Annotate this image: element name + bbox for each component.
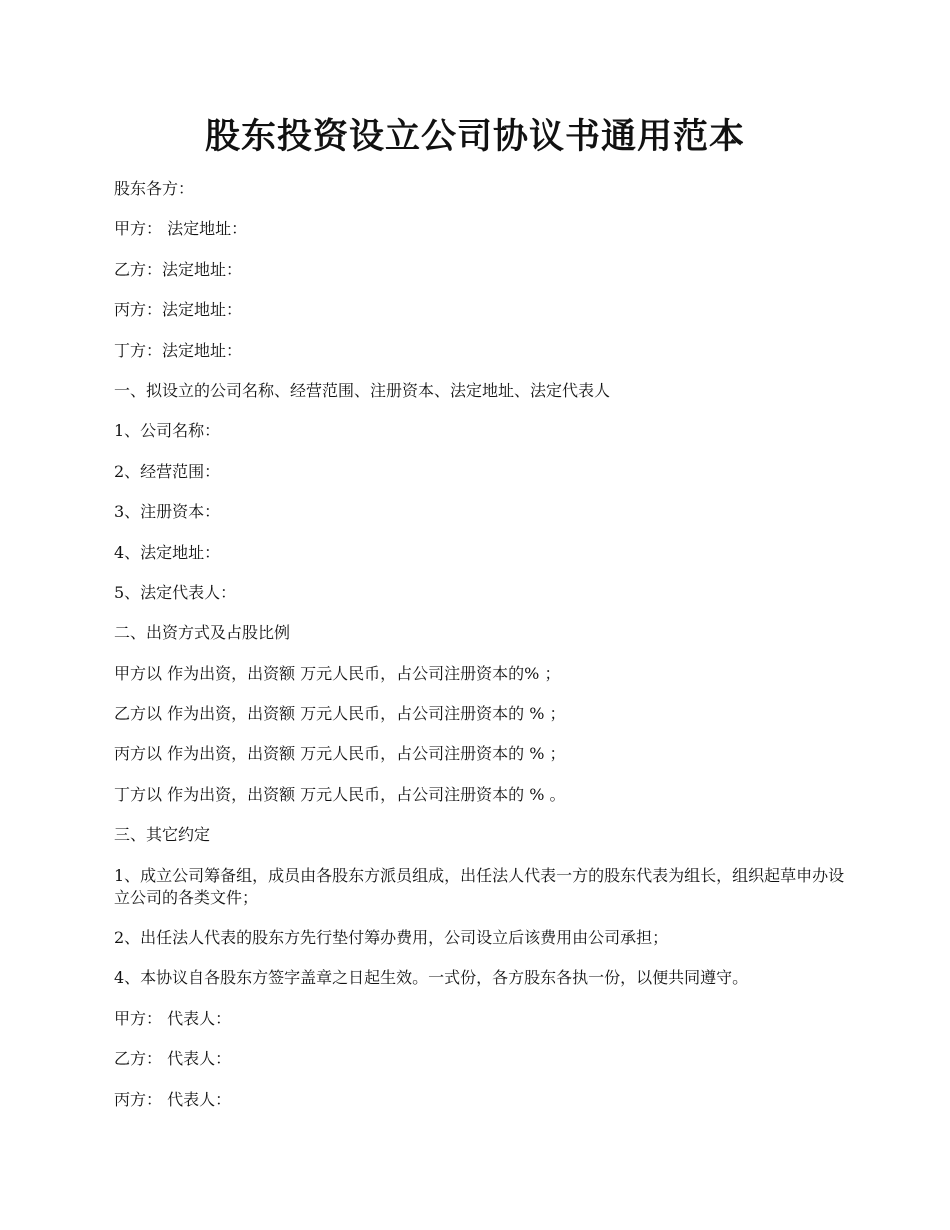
section-3-heading: 三、其它约定 — [114, 825, 211, 845]
legal-address-item: 4、法定地址： — [114, 542, 221, 562]
party-b-contribution: 乙方以 作为出资，出资额 万元人民币，占公司注册资本的 % ； — [114, 704, 566, 724]
document-title: 股东投资设立公司协议书通用范本 — [204, 116, 745, 157]
party-a-address: 甲方： 法定地址： — [114, 219, 248, 239]
signature-party-c: 丙方： 代表人： — [114, 1089, 232, 1109]
section-2-heading: 二、出资方式及占股比例 — [114, 623, 291, 643]
party-d-contribution: 丁方以 作为出资，出资额 万元人民币，占公司注册资本的 % 。 — [114, 784, 566, 804]
party-a-contribution: 甲方以 作为出资，出资额 万元人民币，占公司注册资本的% ； — [114, 663, 561, 683]
agreement-clause-1: 1、成立公司筹备组，成员由各股东方派员组成，出任法人代表一方的股东代表为组长，组织起草申办设立公司的各类文件； — [114, 865, 845, 907]
section-1-heading: 一、拟设立的公司名称、经营范围、注册资本、法定地址、法定代表人 — [114, 380, 611, 400]
agreement-clause-2: 2、出任法人代表的股东方先行垫付筹办费用，公司设立后该费用由公司承担； — [114, 928, 669, 948]
signature-party-b: 乙方： 代表人： — [114, 1049, 232, 1069]
party-c-contribution: 丙方以 作为出资，出资额 万元人民币，占公司注册资本的 % ； — [114, 744, 566, 764]
agreement-clause-4: 4、本协议自各股东方签字盖章之日起生效。一式份，各方股东各执一份，以便共同遵守。 — [114, 968, 749, 988]
company-name-item: 1、公司名称： — [114, 421, 221, 441]
signature-party-a: 甲方： 代表人： — [114, 1008, 232, 1028]
party-c-address: 丙方：法定地址： — [114, 300, 243, 320]
business-scope-item: 2、经营范围： — [114, 461, 221, 481]
legal-representative-item: 5、法定代表人： — [114, 582, 237, 602]
document-body — [114, 178, 854, 1129]
party-d-address: 丁方：法定地址： — [114, 340, 243, 360]
party-b-address: 乙方：法定地址： — [114, 259, 243, 279]
parties-heading: 股东各方： — [114, 179, 195, 198]
registered-capital-item: 3、注册资本： — [114, 502, 221, 522]
